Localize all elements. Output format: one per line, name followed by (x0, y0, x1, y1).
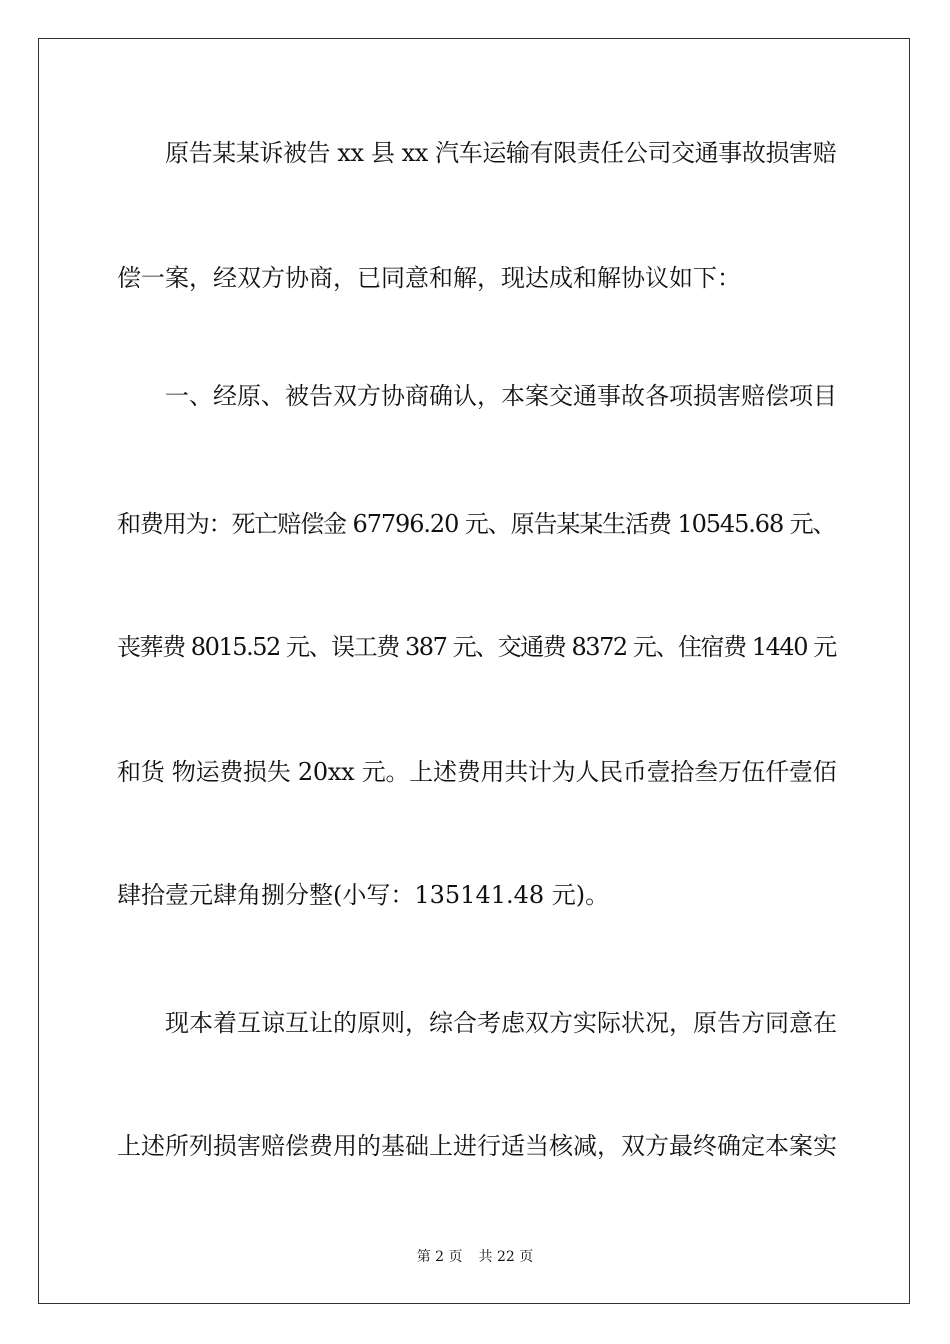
text-line-9: 上述所列损害赔偿费用的基础上进行适当核减，双方最终确定本案实 (117, 1132, 837, 1160)
text-line-5: 丧葬费 8015.52 元、误工费 387 元、交通费 8372 元、住宿费 1440 元 (117, 633, 836, 661)
text-line-7: 肆拾壹元肆角捌分整(小写：135141.48 元)。 (117, 881, 610, 909)
page-number: 第 2 页 (416, 1249, 463, 1265)
text-line-6: 和货 物运费损失 20xx 元。上述费用共计为人民币壹拾叁万伍仟壹佰 (117, 758, 837, 786)
page-total: 共 22 页 (478, 1249, 534, 1265)
text-line-3: 一、经原、被告双方协商确认，本案交通事故各项损害赔偿项目 (165, 382, 837, 410)
text-line-4: 和费用为：死亡赔偿金 67796.20 元、原告某某生活费 10545.68 元、 (117, 510, 836, 538)
text-line-1: 原告某某诉被告 xx 县 xx 汽车运输有限责任公司交通事故损害赔 (165, 139, 837, 167)
page-footer (0, 1248, 950, 1266)
page-border (38, 38, 910, 1304)
text-line-2: 偿一案，经双方协商，已同意和解，现达成和解协议如下： (117, 264, 741, 292)
text-line-8: 现本着互谅互让的原则，综合考虑双方实际状况，原告方同意在 (165, 1009, 837, 1037)
